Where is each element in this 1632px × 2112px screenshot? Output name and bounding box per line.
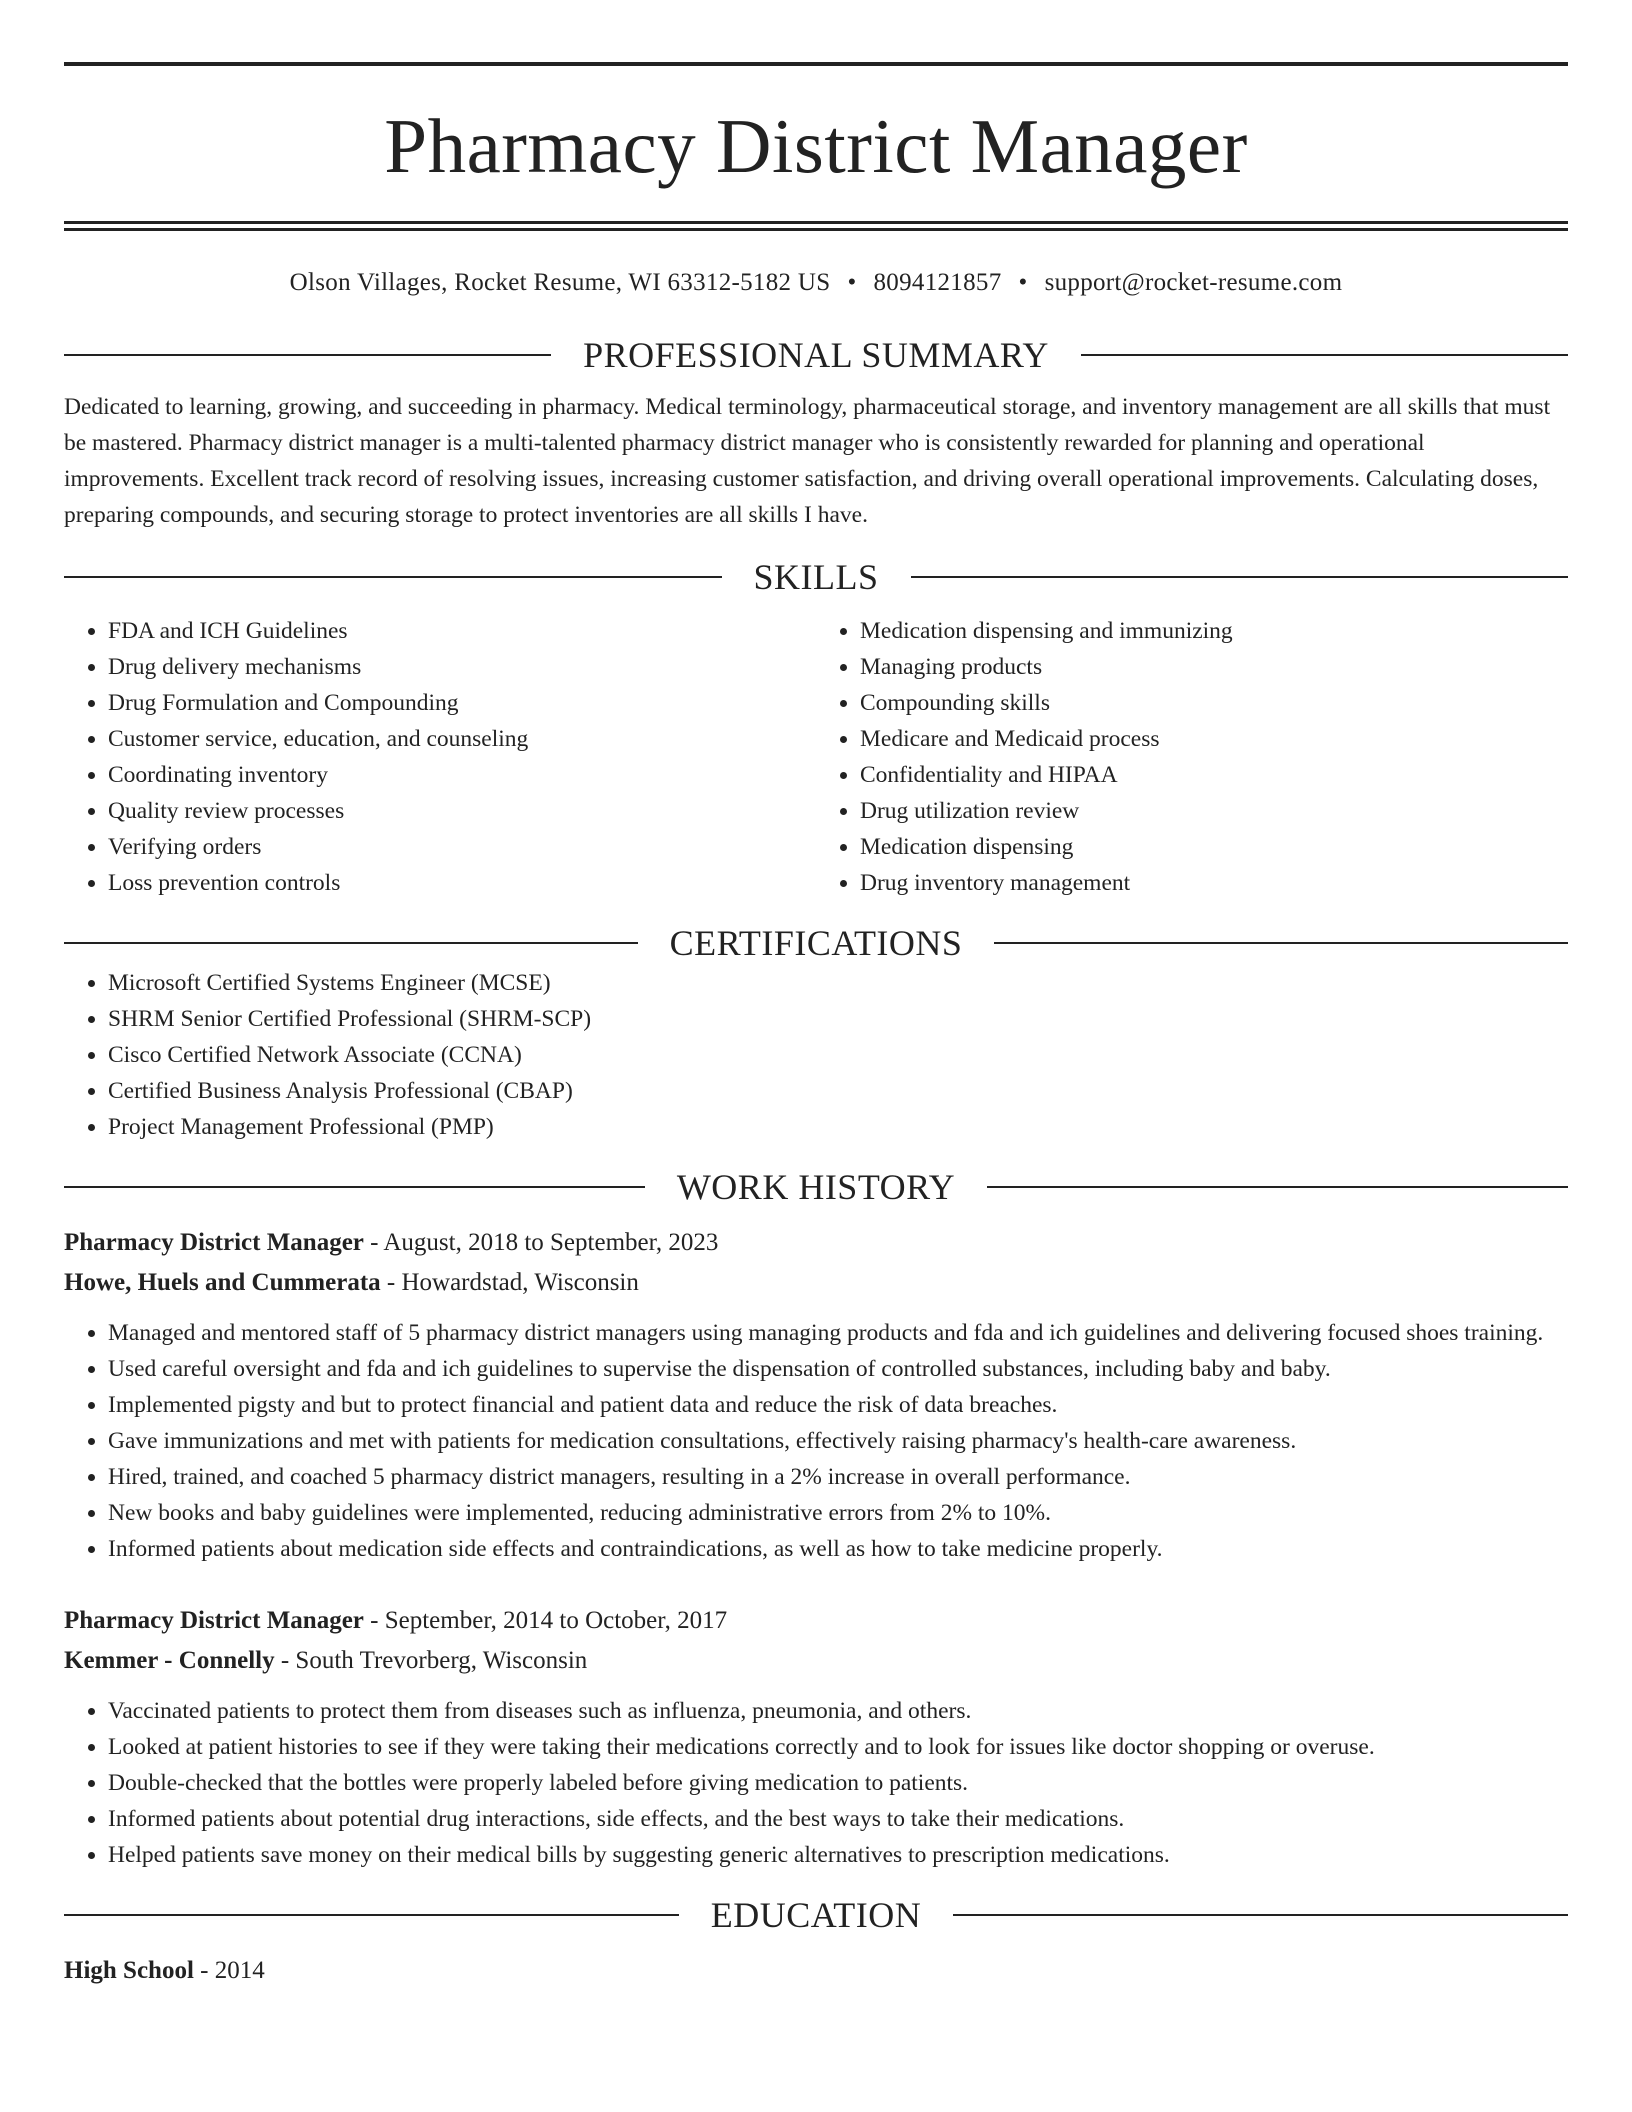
divider [994, 942, 1568, 944]
job-company-line [64, 1263, 1568, 1303]
skills-section-header [64, 555, 1568, 599]
contact-separator: • [1018, 269, 1028, 296]
contact-phone: 8094121857 [873, 269, 1002, 296]
education-section-title: EDUCATION [710, 1895, 922, 1935]
skills-column-left [64, 613, 816, 901]
job-bullet: • Informed patients about medication side effects and contraindications, as well as how to take medicine properly. [108, 1531, 1568, 1567]
skill-item: • Loss prevention controls [108, 865, 816, 901]
skill-item: • Managing products [860, 649, 1568, 685]
summary-section-title: PROFESSIONAL SUMMARY [583, 335, 1049, 375]
certifications-section-title: CERTIFICATIONS [669, 923, 963, 963]
job-entry [64, 1601, 1568, 1873]
job-location: - Howardstad, Wisconsin [380, 1269, 639, 1296]
job-dates: - September, 2014 to October, 2017 [363, 1607, 728, 1634]
skill-item: • Medication dispensing and immunizing [860, 613, 1568, 649]
divider [64, 576, 722, 578]
skills-column-right [816, 613, 1568, 901]
divider [64, 354, 551, 356]
skill-item: • Drug inventory management [860, 865, 1568, 901]
skill-item: • Coordinating inventory [108, 757, 816, 793]
job-bullet: • Implemented pigsty and but to protect financial and patient data and reduce the risk of data breaches. [108, 1387, 1568, 1423]
contact-address: Olson Villages, Rocket Resume, WI 63312-5182 US [289, 269, 831, 296]
certification-item: • Cisco Certified Network Associate (CCNA) [108, 1037, 1568, 1073]
contact-email: support@rocket-resume.com [1044, 269, 1343, 296]
divider [64, 1914, 679, 1916]
summary-section-header [64, 333, 1568, 377]
job-company-line [64, 1641, 1568, 1681]
job-bullet: • Helped patients save money on their medical bills by suggesting generic alternatives to prescription medications. [108, 1837, 1568, 1873]
job-bullet: • New books and baby guidelines were implemented, reducing administrative errors from 2% to 10%. [108, 1495, 1568, 1531]
certifications-list [64, 965, 1568, 1145]
skill-item: • Customer service, education, and counseling [108, 721, 816, 757]
job-bullet: • Gave immunizations and met with patients for medication consultations, effectively raising pharmacy's health-care awareness. [108, 1423, 1568, 1459]
skill-item: • Drug delivery mechanisms [108, 649, 816, 685]
skills-list [64, 613, 1568, 901]
skill-item: • Quality review processes [108, 793, 816, 829]
divider [987, 1186, 1568, 1188]
job-dates: - August, 2018 to September, 2023 [363, 1229, 719, 1256]
job-company: Howe, Huels and Cummerata [64, 1269, 381, 1296]
job-bullet: • Double-checked that the bottles were properly labeled before giving medication to patients. [108, 1765, 1568, 1801]
divider [911, 576, 1569, 578]
job-bullet: • Vaccinated patients to protect them from diseases such as influenza, pneumonia, and others. [108, 1693, 1568, 1729]
divider [64, 942, 638, 944]
job-bullets [64, 1693, 1568, 1873]
job-company: Kemmer - Connelly [64, 1647, 275, 1674]
contact-line [64, 265, 1568, 301]
job-title-line [64, 1601, 1568, 1641]
job-location: - South Trevorberg, Wisconsin [274, 1647, 588, 1674]
job-bullets [64, 1315, 1568, 1567]
job-bullet: • Looked at patient histories to see if they were taking their medications correctly and to look for issues like doctor shopping or overuse. [108, 1729, 1568, 1765]
skill-item: • Compounding skills [860, 685, 1568, 721]
certifications-section-header [64, 921, 1568, 965]
resume-title: Pharmacy District Manager [384, 103, 1248, 189]
certification-item: • SHRM Senior Certified Professional (SHRM-SCP) [108, 1001, 1568, 1037]
skill-item: • Medication dispensing [860, 829, 1568, 865]
job-title: Pharmacy District Manager [64, 1229, 364, 1256]
certification-item: • Project Management Professional (PMP) [108, 1109, 1568, 1145]
skill-item: • Drug Formulation and Compounding [108, 685, 816, 721]
skill-item: • Confidentiality and HIPAA [860, 757, 1568, 793]
job-bullet: • Used careful oversight and fda and ich guidelines to supervise the dispensation of controlled substances, including baby and baby. [108, 1351, 1568, 1387]
top-rule [64, 62, 1568, 66]
skill-item: • Verifying orders [108, 829, 816, 865]
resume-page [64, 62, 1568, 1991]
skills-section-title: SKILLS [753, 557, 879, 597]
education-entry [64, 1951, 1568, 1991]
divider [64, 1186, 645, 1188]
work-history-section-title: WORK HISTORY [676, 1167, 956, 1207]
title-double-rule [64, 221, 1568, 231]
skill-item: • FDA and ICH Guidelines [108, 613, 816, 649]
skill-item: • Drug utilization review [860, 793, 1568, 829]
job-title: Pharmacy District Manager [64, 1607, 364, 1634]
job-entry [64, 1223, 1568, 1567]
job-bullet: • Informed patients about potential drug interactions, side effects, and the best ways to take their medications. [108, 1801, 1568, 1837]
job-bullet: • Hired, trained, and coached 5 pharmacy district managers, resulting in a 2% increase in overall performance. [108, 1459, 1568, 1495]
work-history-section-header [64, 1165, 1568, 1209]
certification-item: • Microsoft Certified Systems Engineer (MCSE) [108, 965, 1568, 1001]
education-year: - 2014 [193, 1957, 265, 1984]
skill-item: • Medicare and Medicaid process [860, 721, 1568, 757]
job-bullet: • Managed and mentored staff of 5 pharmacy district managers using managing products and fda and ich guidelines and delivering focused shoes training. [108, 1315, 1568, 1351]
job-title-line [64, 1223, 1568, 1263]
certification-item: • Certified Business Analysis Professional (CBAP) [108, 1073, 1568, 1109]
divider [953, 1914, 1568, 1916]
contact-separator: • [847, 269, 857, 296]
divider [1081, 354, 1568, 356]
education-section-header [64, 1893, 1568, 1937]
education-school: High School [64, 1957, 194, 1984]
summary-text: Dedicated to learning, growing, and succeeding in pharmacy. Medical terminology, pharmaceutical storage, and inventory management are all skills that must be mastered. Pharmacy district manager is a multi-talented pharmacy district manager who is consistently rewarded for planning and operational improvements. Excellent track record of resolving issues, increasing customer satisfaction, and driving overall operational improvements. Calculating doses, preparing compounds, and securing storage to protect inventories are all skills I have. [64, 394, 1551, 528]
